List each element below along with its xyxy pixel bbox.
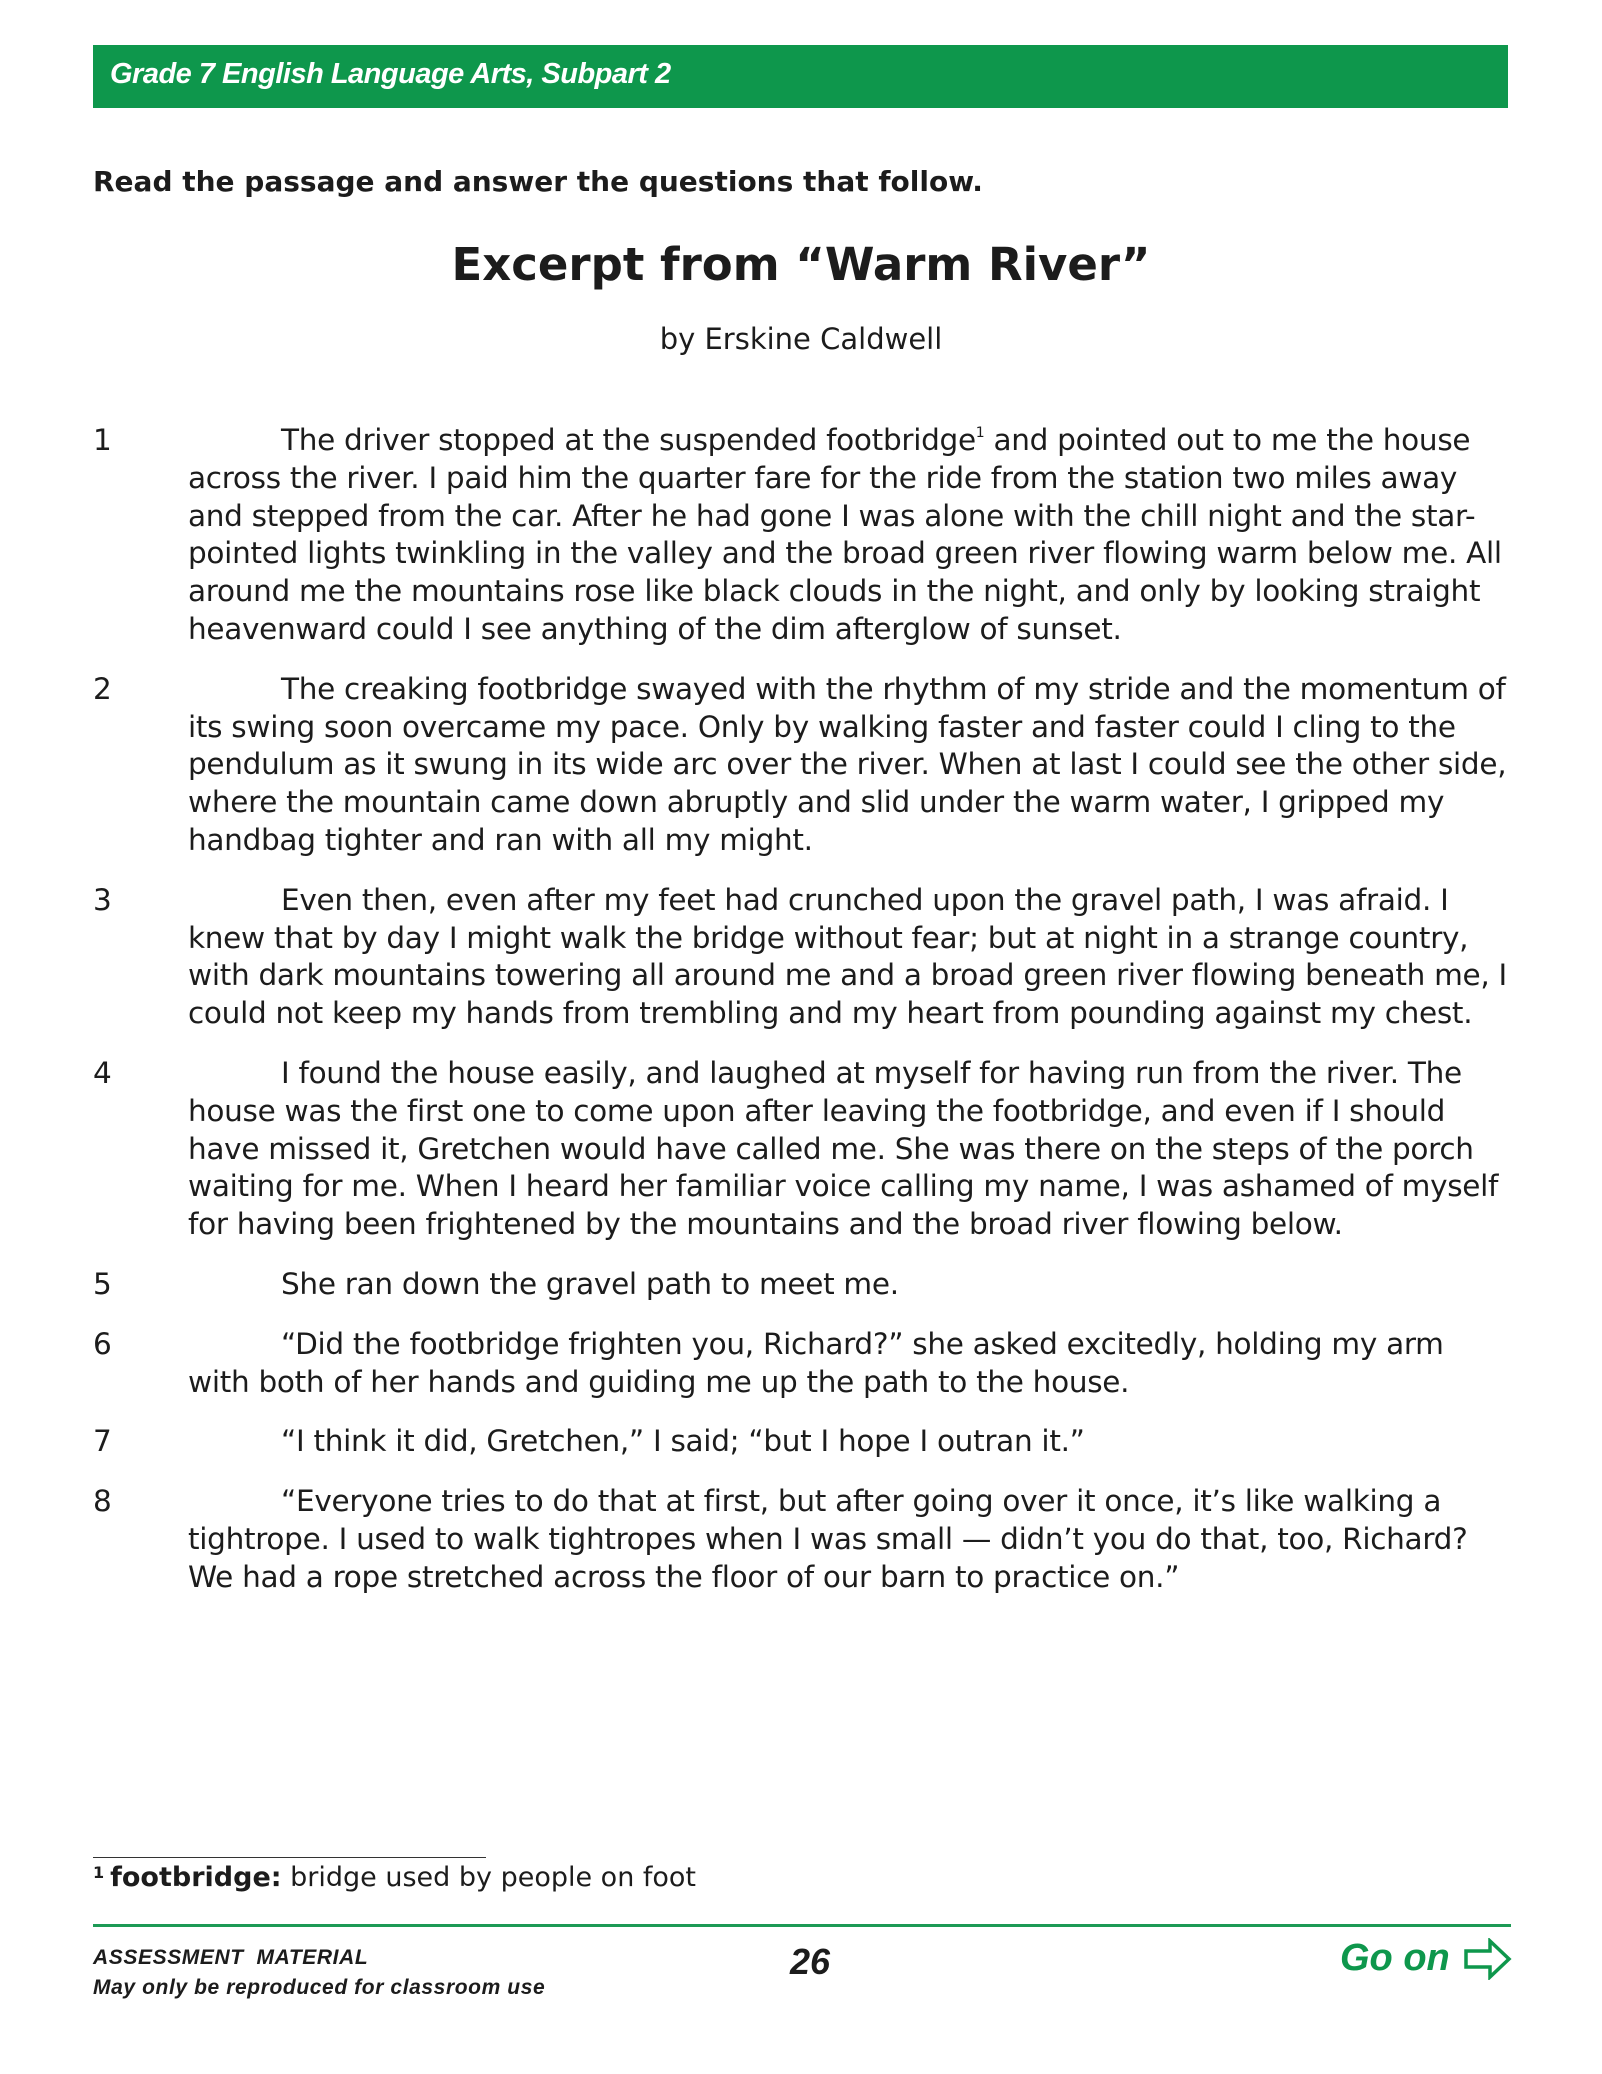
paragraph-text: The creaking footbridge swayed with the rhythm of my stride and the momentum of its swing soon overcame my pace. Only by walking faster and faster could I cling to the pendulum as it swung in its wide arc over the river. When at last I could see the other side, where the mountain came down abruptly and slid under the warm water, I gripped my handbag tighter and ran with all my might. xyxy=(188,671,1507,857)
footer-notice-line2: May only be reproduced for classroom use xyxy=(93,1976,546,1999)
footnote-term: footbridge: xyxy=(110,1862,282,1893)
paragraph-number: 2 xyxy=(93,671,112,706)
paragraph-text: “Did the footbridge frighten you, Richard?” she asked excitedly, holding my arm with both of her hands and guiding me up the path to the house. xyxy=(188,1326,1444,1399)
instruction-text: Read the passage and answer the questions that follow. xyxy=(93,165,983,198)
footer-notice xyxy=(93,1943,545,2003)
paragraph-number: 5 xyxy=(93,1266,112,1301)
footnote-mark: 1 xyxy=(93,1863,105,1882)
paragraph xyxy=(93,1055,1513,1244)
paragraph-number: 1 xyxy=(93,423,112,457)
passage-byline: by Erskine Caldwell xyxy=(659,322,943,356)
paragraph xyxy=(93,1326,1513,1402)
paragraph-number: 3 xyxy=(93,882,112,917)
paragraph xyxy=(93,1483,1513,1596)
paragraph xyxy=(93,1423,1513,1461)
paragraph-text: She ran down the gravel path to meet me. xyxy=(281,1266,899,1301)
right-arrow-outline-icon xyxy=(1464,1938,1512,1980)
paragraph-text: Even then, even after my feet had crunched upon the gravel path, I was afraid. I knew that by day I might walk the bridge without fear; but at night in a strange country, with dark mountains towering all around me and a broad green river flowing beneath me, I could not keep my hands from trembling and my heart from pounding against my chest. xyxy=(188,882,1507,1031)
footnote-definition: bridge used by people on foot xyxy=(281,1862,697,1893)
paragraph-number: 8 xyxy=(93,1484,112,1519)
passage-body xyxy=(93,422,1513,1619)
paragraph-text: “I think it did, Gretchen,” I said; “but I hope I outran it.” xyxy=(281,1424,1085,1459)
paragraph xyxy=(93,882,1513,1033)
footer-notice-line1: ASSESSMENT MATERIAL xyxy=(93,1946,369,1969)
paragraph xyxy=(93,671,1513,860)
paragraph-number: 4 xyxy=(93,1055,112,1090)
footer-divider xyxy=(93,1924,1511,1927)
paragraph-text: I found the house easily, and laughed at myself for having run from the river. The house was the first one to come upon after leaving the footbridge, and even if I should have missed it, Gretchen would have called me. She was there on the steps of the porch waiting for me. When I heard her familiar voice calling my name, I was ashamed of myself for having been frightened by the mountains and the broad river flowing below. xyxy=(188,1055,1499,1242)
footnote-reference[interactable]: 1 xyxy=(975,425,985,441)
footnote xyxy=(93,1862,696,1893)
paragraph-number: 6 xyxy=(93,1326,112,1361)
paragraph xyxy=(93,422,1513,649)
passage-title: Excerpt from “Warm River” xyxy=(451,238,1151,291)
paragraph-text xyxy=(188,422,1513,649)
go-on-label: Go on xyxy=(1340,1937,1450,1979)
paragraph-number: 7 xyxy=(93,1424,112,1459)
header-title: Grade 7 English Language Arts, Subpart 2 xyxy=(110,58,671,90)
go-on-button[interactable] xyxy=(1340,1937,1512,1980)
header-bar xyxy=(93,45,1508,108)
page-number: 26 xyxy=(790,1941,831,1982)
paragraph-text-part: and pointed out to me the house across the river. I paid him the quarter fare for the ride from the station two miles away and stepped from the car. After he had gone I was alone with the chill night and the star-pointed lights twinkling in the valley and the broad green river flowing warm below me. All around me the mountains rose like black clouds in the night, and only by looking straight heavenward could I see anything of the dim afterglow of sunset. xyxy=(188,423,1502,646)
paragraph-text: “Everyone tries to do that at first, but after going over it once, it’s like walking a tightrope. I used to walk tightropes when I was small — didn’t you do that, too, Richard? We had a rope stretched across the floor of our barn to practice on.” xyxy=(188,1484,1468,1594)
footnote-divider xyxy=(93,1857,486,1858)
paragraph xyxy=(93,1266,1513,1304)
paragraph-text-part: The driver stopped at the suspended footbridge xyxy=(281,423,976,457)
